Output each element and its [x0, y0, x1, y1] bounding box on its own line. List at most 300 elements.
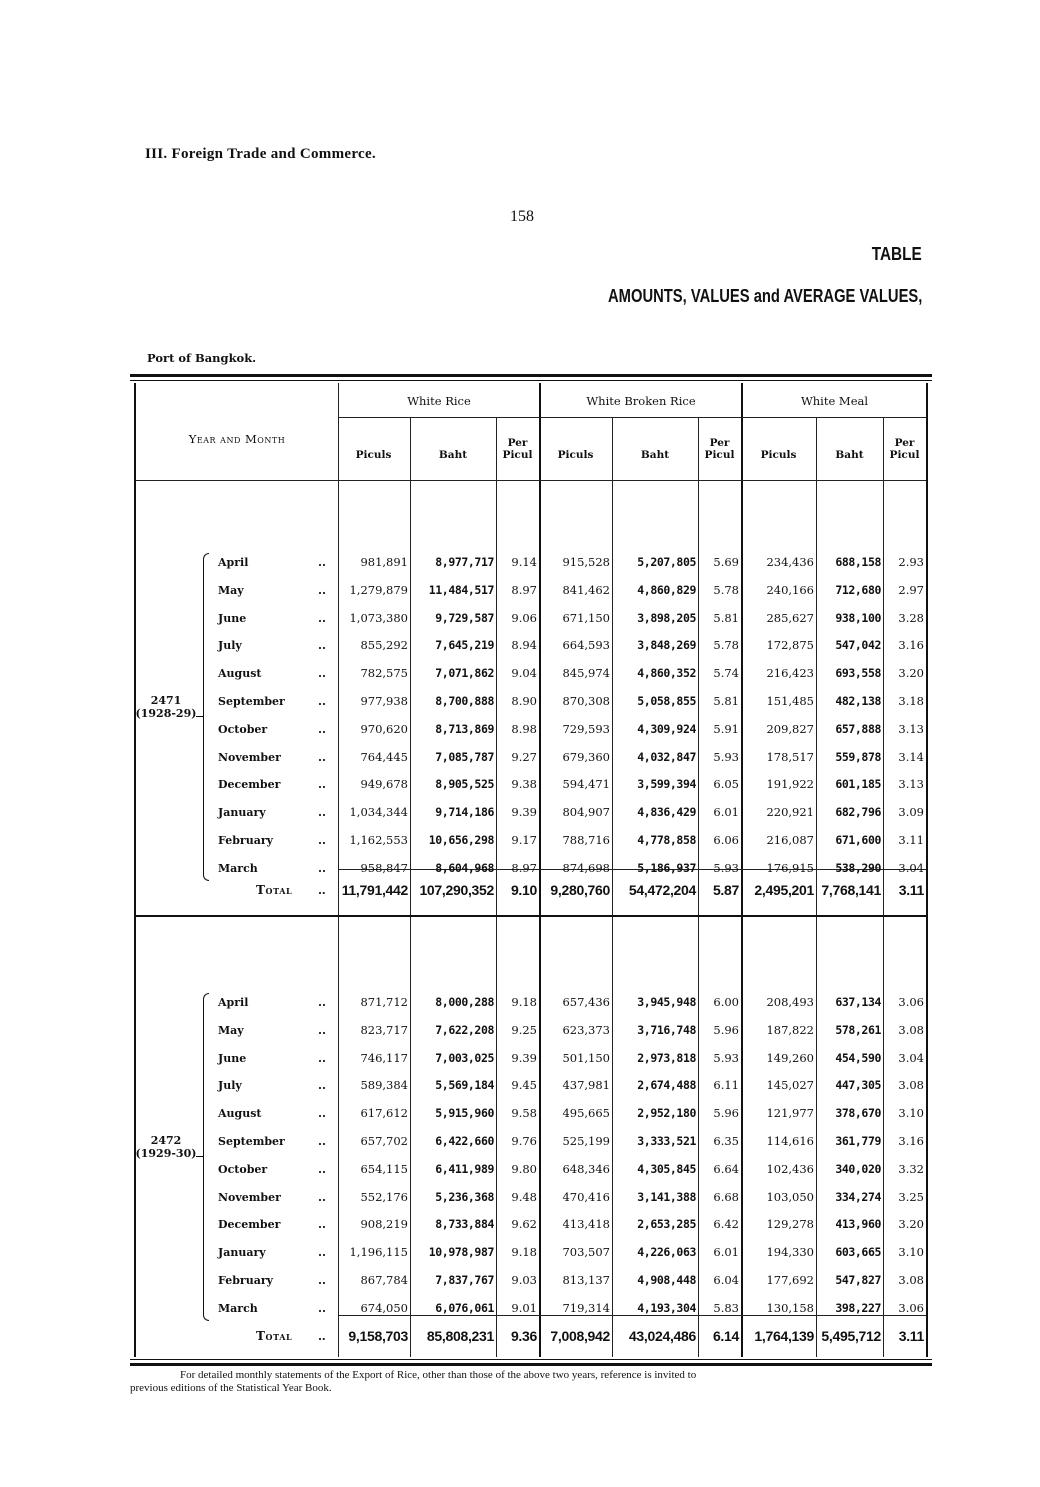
wm-per-cell: 3.06	[898, 1300, 924, 1315]
wr-per-cell: 9.01	[511, 1300, 537, 1315]
wbr-baht-cell: 2,653,285	[637, 1217, 696, 1232]
wbr-piculs-cell: 470,416	[562, 1189, 610, 1204]
wbr-per-cell: 5.83	[713, 1300, 739, 1315]
wm-piculs-cell: 285,627	[766, 610, 814, 625]
leader-dots: ..	[318, 749, 327, 764]
per-label: Per	[894, 437, 915, 449]
per-label: Per	[709, 437, 730, 449]
month-label: April	[218, 996, 249, 1009]
picul-label: Picul	[704, 449, 735, 461]
wr-baht-cell: 5,236,368	[435, 1189, 494, 1204]
total-wm-piculs-cell: 2,495,201	[754, 882, 814, 898]
wbr-piculs-cell: 804,907	[562, 805, 610, 820]
wm-baht-cell: 671,600	[835, 833, 881, 847]
wm-piculs-cell: 114,616	[766, 1134, 814, 1148]
wr-per-cell: 9.39	[511, 1050, 537, 1065]
wbr-per-cell: 5.74	[713, 666, 739, 681]
wm-per-cell: 3.25	[898, 1189, 924, 1204]
footnote-line-2: previous editions of the Statistical Year Book.	[130, 1382, 332, 1394]
leader-dots: ..	[318, 995, 327, 1009]
table-row	[130, 577, 932, 604]
wr-per-cell: 8.90	[511, 694, 537, 708]
section-divider	[136, 915, 926, 917]
wbr-piculs-cell: 719,314	[562, 1300, 610, 1315]
wr-baht-cell: 6,411,989	[435, 1161, 494, 1176]
wm-baht-cell: 538,290	[835, 860, 881, 875]
total-wm-piculs-cell: 1,764,139	[754, 1328, 814, 1344]
header-group-rule	[339, 417, 926, 418]
wr-per-cell: 9.03	[511, 1273, 537, 1287]
total-wbr-per-cell: 5.87	[712, 882, 739, 898]
leader-dots: ..	[318, 1022, 327, 1037]
wbr-per-cell: 5.93	[713, 1050, 739, 1065]
table-row	[130, 1100, 932, 1127]
wr-per-cell: 9.76	[511, 1134, 537, 1148]
wbr-piculs-cell: 788,716	[562, 833, 610, 847]
wbr-baht-cell: 2,952,180	[637, 1106, 696, 1121]
table-row	[130, 1184, 932, 1211]
wm-per-cell: 3.08	[898, 1273, 924, 1287]
wm-per-cell: 3.16	[898, 638, 924, 653]
leader-dots: ..	[318, 883, 326, 897]
table-row	[130, 1156, 932, 1183]
month-label: June	[218, 611, 247, 625]
piculs-subheader: Piculs	[760, 449, 797, 461]
wr-per-cell: 9.18	[511, 1245, 537, 1260]
month-label: April	[218, 556, 249, 569]
baht-subheader: Baht	[835, 449, 864, 461]
month-label: September	[218, 1135, 285, 1148]
wm-baht-cell: 637,134	[835, 995, 881, 1009]
wr-baht-cell: 8,713,869	[435, 721, 494, 736]
wr-piculs-cell: 764,445	[360, 749, 408, 764]
wbr-piculs-cell: 623,373	[562, 1022, 610, 1037]
table-label: TABLE	[872, 244, 922, 264]
wm-per-cell: 2.97	[898, 582, 924, 597]
wr-per-cell: 9.06	[511, 610, 537, 625]
wm-per-cell: 3.16	[898, 1134, 924, 1148]
per-picul-subheader	[700, 437, 739, 461]
leader-dots: ..	[318, 1161, 327, 1176]
wr-piculs-cell: 908,219	[360, 1217, 408, 1232]
month-label: August	[218, 667, 262, 681]
wr-per-cell: 9.17	[511, 833, 537, 847]
wm-piculs-cell: 102,436	[766, 1161, 814, 1176]
wr-piculs-cell: 617,612	[360, 1106, 408, 1121]
per-picul-subheader	[498, 437, 537, 461]
month-label: August	[218, 1107, 262, 1121]
leader-dots: ..	[318, 1106, 327, 1121]
leader-dots: ..	[318, 1078, 327, 1093]
table-row	[130, 1295, 932, 1322]
table-row	[130, 1267, 932, 1294]
piculs-subheader: Piculs	[557, 449, 594, 461]
wr-piculs-cell: 657,702	[360, 1134, 408, 1148]
wm-baht-cell: 413,960	[835, 1217, 881, 1232]
wbr-piculs-cell: 501,150	[562, 1050, 610, 1065]
wbr-baht-cell: 5,058,855	[637, 694, 696, 708]
wbr-per-cell: 6.00	[713, 995, 739, 1009]
wbr-baht-cell: 4,032,847	[637, 749, 696, 764]
wbr-per-cell: 5.96	[713, 1022, 739, 1037]
leader-dots: ..	[318, 860, 327, 875]
month-label: September	[218, 695, 285, 708]
wm-piculs-cell: 216,423	[766, 666, 814, 681]
total-label: Total	[256, 1329, 293, 1343]
wbr-baht-cell: 4,193,304	[637, 1300, 696, 1315]
per-picul-subheader	[885, 437, 924, 461]
wm-per-cell: 3.18	[898, 694, 924, 708]
wm-per-cell: 3.04	[898, 1050, 924, 1065]
wbr-per-cell: 6.11	[713, 1078, 739, 1093]
table-row	[130, 989, 932, 1016]
page-number: 158	[510, 208, 534, 225]
wbr-baht-cell: 3,599,394	[637, 777, 696, 792]
wr-per-cell: 9.04	[511, 666, 537, 681]
total-wbr-piculs-cell: 9,280,760	[550, 882, 610, 898]
leader-dots: ..	[318, 1329, 326, 1343]
wm-baht-cell: 559,878	[835, 749, 881, 764]
wr-per-cell: 8.97	[511, 582, 537, 597]
wbr-per-cell: 5.78	[713, 582, 739, 597]
wm-baht-cell: 657,888	[835, 721, 881, 736]
wm-baht-cell: 547,827	[835, 1273, 881, 1287]
wr-per-cell: 8.98	[511, 721, 537, 736]
wr-piculs-cell: 674,050	[360, 1300, 408, 1315]
wm-piculs-cell: 172,875	[766, 638, 814, 653]
wr-piculs-cell: 782,575	[360, 666, 408, 681]
wm-per-cell: 3.10	[898, 1245, 924, 1260]
wm-piculs-cell: 216,087	[766, 833, 814, 847]
white-rice-header: White Rice	[407, 394, 471, 408]
wm-baht-cell: 378,670	[835, 1106, 881, 1121]
wm-per-cell: 3.09	[898, 805, 924, 820]
wm-per-cell: 3.08	[898, 1022, 924, 1037]
wm-baht-cell: 334,274	[835, 1189, 881, 1204]
wm-baht-cell: 712,680	[835, 582, 881, 597]
wbr-piculs-cell: 915,528	[562, 555, 610, 569]
wm-piculs-cell: 187,822	[766, 1022, 814, 1037]
wr-baht-cell: 7,837,767	[435, 1273, 494, 1287]
wm-baht-cell: 547,042	[835, 638, 881, 653]
wr-piculs-cell: 977,938	[360, 694, 408, 708]
wbr-per-cell: 6.35	[713, 1134, 739, 1148]
wbr-baht-cell: 4,226,063	[637, 1245, 696, 1260]
leader-dots: ..	[318, 1300, 327, 1315]
total-wr-per-cell: 9.10	[510, 882, 537, 898]
wm-piculs-cell: 130,158	[766, 1300, 814, 1315]
white-broken-rice-header: White Broken Rice	[586, 394, 696, 408]
leader-dots: ..	[318, 1245, 327, 1260]
table-row	[130, 1128, 932, 1155]
wr-baht-cell: 7,003,025	[435, 1050, 494, 1065]
wm-baht-cell: 688,158	[835, 555, 881, 569]
wr-piculs-cell: 871,712	[360, 995, 408, 1009]
leader-dots: ..	[318, 777, 327, 792]
total-wm-per-cell: 3.11	[898, 882, 924, 898]
wr-per-cell: 9.27	[511, 749, 537, 764]
leader-dots: ..	[318, 694, 327, 708]
wm-baht-cell: 454,590	[835, 1050, 881, 1065]
wbr-piculs-cell: 841,462	[562, 582, 610, 597]
table-row	[130, 1017, 932, 1044]
wr-piculs-cell: 1,279,879	[349, 582, 408, 597]
wr-baht-cell: 8,604,968	[435, 860, 494, 875]
wbr-piculs-cell: 845,974	[562, 666, 610, 681]
leader-dots: ..	[318, 721, 327, 736]
wbr-per-cell: 6.05	[713, 777, 739, 792]
wr-per-cell: 9.38	[511, 777, 537, 792]
wbr-baht-cell: 4,860,829	[637, 582, 696, 597]
wbr-baht-cell: 4,860,352	[637, 666, 696, 681]
wr-piculs-cell: 1,196,115	[349, 1245, 408, 1260]
wm-baht-cell: 603,665	[835, 1245, 881, 1260]
piculs-subheader: Piculs	[355, 449, 392, 461]
baht-subheader: Baht	[438, 449, 468, 461]
total-wr-piculs-cell: 9,158,703	[348, 1328, 408, 1344]
month-label: May	[218, 1023, 244, 1037]
table-row	[130, 827, 932, 854]
wr-piculs-cell: 1,034,344	[349, 805, 408, 820]
wbr-piculs-cell: 679,360	[562, 749, 610, 764]
leader-dots: ..	[318, 805, 327, 820]
wbr-per-cell: 6.06	[713, 833, 739, 847]
wbr-piculs-cell: 870,308	[562, 694, 610, 708]
wr-baht-cell: 5,569,184	[435, 1078, 494, 1093]
per-label: Per	[507, 437, 528, 449]
wm-per-cell: 3.14	[898, 749, 924, 764]
year-and-month-header: Year and Month	[188, 432, 286, 446]
year-ad: (1928-29)	[135, 706, 197, 720]
wr-baht-cell: 8,000,288	[435, 995, 494, 1009]
wr-per-cell: 8.94	[511, 638, 537, 653]
month-label: December	[218, 778, 281, 792]
table-row	[130, 1045, 932, 1072]
wr-baht-cell: 7,622,208	[435, 1022, 494, 1037]
wr-baht-cell: 11,484,517	[428, 582, 494, 597]
total-row	[130, 874, 932, 906]
wr-baht-cell: 5,915,960	[435, 1106, 494, 1121]
wr-baht-cell: 8,977,717	[435, 555, 494, 569]
wbr-piculs-cell: 594,471	[562, 777, 610, 792]
wm-baht-cell: 361,779	[835, 1134, 881, 1148]
wbr-piculs-cell: 413,418	[562, 1217, 610, 1232]
wr-per-cell: 9.18	[511, 995, 537, 1009]
picul-label: Picul	[889, 449, 920, 461]
wbr-piculs-cell: 664,593	[562, 638, 610, 653]
wm-baht-cell: 482,138	[835, 694, 881, 708]
total-wr-baht-cell: 85,808,231	[426, 1328, 494, 1344]
wr-piculs-cell: 981,891	[360, 555, 408, 569]
wm-piculs-cell: 209,827	[766, 721, 814, 736]
wr-piculs-cell: 1,073,380	[349, 610, 408, 625]
wr-baht-cell: 6,422,660	[435, 1134, 494, 1148]
wbr-piculs-cell: 729,593	[562, 721, 610, 736]
leader-dots: ..	[318, 582, 327, 597]
wm-piculs-cell: 234,436	[766, 555, 814, 569]
wr-per-cell: 9.39	[511, 805, 537, 820]
white-meal-header: White Meal	[800, 394, 869, 408]
wr-baht-cell: 9,729,587	[435, 610, 494, 625]
header-bottom-rule	[136, 480, 926, 481]
wm-baht-cell: 693,558	[835, 666, 881, 681]
leader-dots: ..	[318, 666, 327, 681]
wr-piculs-cell: 746,117	[360, 1050, 408, 1065]
table-row	[130, 549, 932, 576]
wbr-per-cell: 5.78	[713, 638, 739, 653]
wm-per-cell: 3.04	[898, 860, 924, 875]
picul-label: Picul	[502, 449, 533, 461]
total-wbr-piculs-cell: 7,008,942	[550, 1328, 610, 1344]
wm-piculs-cell: 178,517	[766, 749, 814, 764]
wbr-per-cell: 5.96	[713, 1106, 739, 1121]
month-label: November	[218, 750, 281, 764]
wbr-piculs-cell: 495,665	[562, 1106, 610, 1121]
wr-baht-cell: 8,905,525	[435, 777, 494, 792]
wbr-baht-cell: 4,836,429	[637, 805, 696, 820]
month-label: October	[218, 722, 268, 736]
wr-piculs-cell: 654,115	[360, 1161, 408, 1176]
wm-baht-cell: 398,227	[835, 1300, 881, 1315]
wr-baht-cell: 8,700,888	[435, 694, 494, 708]
wm-per-cell: 3.08	[898, 1078, 924, 1093]
wm-baht-cell: 447,305	[835, 1078, 881, 1093]
wr-per-cell: 9.25	[511, 1022, 537, 1037]
wm-piculs-cell: 103,050	[766, 1189, 814, 1204]
leader-dots: ..	[318, 1273, 327, 1287]
month-label: November	[218, 1190, 281, 1204]
wm-per-cell: 3.13	[898, 721, 924, 736]
wbr-baht-cell: 3,716,748	[637, 1022, 696, 1037]
wbr-piculs-cell: 437,981	[562, 1078, 610, 1093]
month-label: March	[218, 1301, 258, 1315]
wm-piculs-cell: 194,330	[766, 1245, 814, 1260]
wbr-piculs-cell: 874,698	[562, 860, 610, 875]
wbr-per-cell: 5.93	[713, 749, 739, 764]
year-be: 2472	[150, 1133, 182, 1147]
wbr-piculs-cell: 648,346	[562, 1161, 610, 1176]
wbr-baht-cell: 2,973,818	[637, 1050, 696, 1065]
footnote-line-1: For detailed monthly statements of the Export of Rice, other than those of the above two years, reference is invited to	[180, 1369, 697, 1381]
leader-dots: ..	[318, 638, 327, 653]
wm-baht-cell: 578,261	[835, 1022, 881, 1037]
wm-per-cell: 3.20	[898, 666, 924, 681]
wr-baht-cell: 10,978,987	[428, 1245, 494, 1260]
wr-per-cell: 9.80	[511, 1161, 537, 1176]
wr-piculs-cell: 855,292	[360, 638, 408, 653]
table-title: AMOUNTS, VALUES and AVERAGE VALUES,	[607, 286, 922, 306]
wr-piculs-cell: 970,620	[360, 721, 408, 736]
baht-subheader: Baht	[640, 449, 670, 461]
wm-piculs-cell: 149,260	[766, 1050, 814, 1065]
wbr-baht-cell: 5,207,805	[637, 555, 696, 569]
wbr-baht-cell: 3,141,388	[637, 1189, 696, 1204]
wbr-baht-cell: 3,848,269	[637, 638, 696, 653]
leader-dots: ..	[318, 1050, 327, 1065]
table-row	[130, 1239, 932, 1266]
wbr-per-cell: 6.01	[713, 1245, 739, 1260]
month-label: March	[218, 861, 258, 875]
wm-baht-cell: 938,100	[835, 610, 881, 625]
leader-dots: ..	[318, 555, 327, 569]
wr-baht-cell: 7,645,219	[435, 638, 494, 653]
wr-baht-cell: 7,085,787	[435, 749, 494, 764]
wm-per-cell: 3.20	[898, 1217, 924, 1232]
wr-per-cell: 9.14	[511, 555, 537, 569]
wm-piculs-cell: 240,166	[766, 582, 814, 597]
wbr-per-cell: 6.42	[713, 1217, 739, 1232]
wr-baht-cell: 10,656,298	[428, 833, 494, 847]
wbr-baht-cell: 3,945,948	[637, 995, 696, 1009]
wm-piculs-cell: 151,485	[766, 694, 814, 708]
wr-piculs-cell: 823,717	[360, 1022, 408, 1037]
wr-piculs-cell: 1,162,553	[349, 833, 408, 847]
table-row	[130, 744, 932, 771]
wbr-per-cell: 6.04	[713, 1273, 739, 1287]
table-row	[130, 660, 932, 687]
table-row	[130, 771, 932, 798]
total-wr-per-cell: 9.36	[510, 1328, 537, 1344]
leader-dots: ..	[318, 833, 327, 847]
wr-per-cell: 8.97	[511, 860, 537, 875]
wr-baht-cell: 9,714,186	[435, 805, 494, 820]
total-wm-baht-cell: 5,495,712	[821, 1328, 881, 1344]
wbr-baht-cell: 3,898,205	[637, 610, 696, 625]
wbr-piculs-cell: 657,436	[562, 995, 610, 1009]
month-label: June	[218, 1051, 247, 1065]
wbr-baht-cell: 4,309,924	[637, 721, 696, 736]
total-wm-per-cell: 3.11	[898, 1328, 924, 1344]
wr-piculs-cell: 552,176	[360, 1189, 408, 1204]
wbr-per-cell: 6.68	[713, 1189, 739, 1204]
leader-dots: ..	[318, 1217, 327, 1232]
wbr-baht-cell: 2,674,488	[637, 1078, 696, 1093]
wr-baht-cell: 8,733,884	[435, 1217, 494, 1232]
wm-per-cell: 3.06	[898, 995, 924, 1009]
wr-piculs-cell: 589,384	[360, 1078, 408, 1093]
wm-baht-cell: 682,796	[835, 805, 881, 820]
wbr-baht-cell: 4,778,858	[637, 833, 696, 847]
month-label: May	[218, 583, 244, 597]
wm-piculs-cell: 145,027	[766, 1078, 814, 1093]
wm-per-cell: 3.28	[898, 610, 924, 625]
month-label: January	[218, 806, 266, 820]
wm-piculs-cell: 220,921	[766, 805, 814, 820]
wm-baht-cell: 340,020	[835, 1161, 881, 1176]
total-wm-baht-cell: 7,768,141	[821, 882, 881, 898]
port-label: Port of Bangkok.	[147, 351, 257, 365]
wm-per-cell: 2.93	[898, 555, 924, 569]
wbr-baht-cell: 3,333,521	[637, 1134, 696, 1148]
wr-piculs-cell: 949,678	[360, 777, 408, 792]
wm-piculs-cell: 191,922	[766, 777, 814, 792]
total-wr-baht-cell: 107,290,352	[419, 882, 494, 898]
wm-per-cell: 3.13	[898, 777, 924, 792]
table-row	[130, 1211, 932, 1238]
wr-baht-cell: 7,071,862	[435, 666, 494, 681]
month-label: October	[218, 1162, 268, 1176]
wr-per-cell: 9.48	[511, 1189, 537, 1204]
month-label: July	[218, 639, 242, 653]
wbr-baht-cell: 5,186,937	[637, 860, 696, 875]
table-row	[130, 605, 932, 632]
total-label: Total	[256, 883, 293, 897]
table-row	[130, 632, 932, 659]
wbr-per-cell: 6.01	[713, 805, 739, 820]
wr-piculs-cell: 958,847	[360, 860, 408, 875]
wr-per-cell: 9.62	[511, 1217, 537, 1232]
month-label: February	[218, 1274, 274, 1287]
